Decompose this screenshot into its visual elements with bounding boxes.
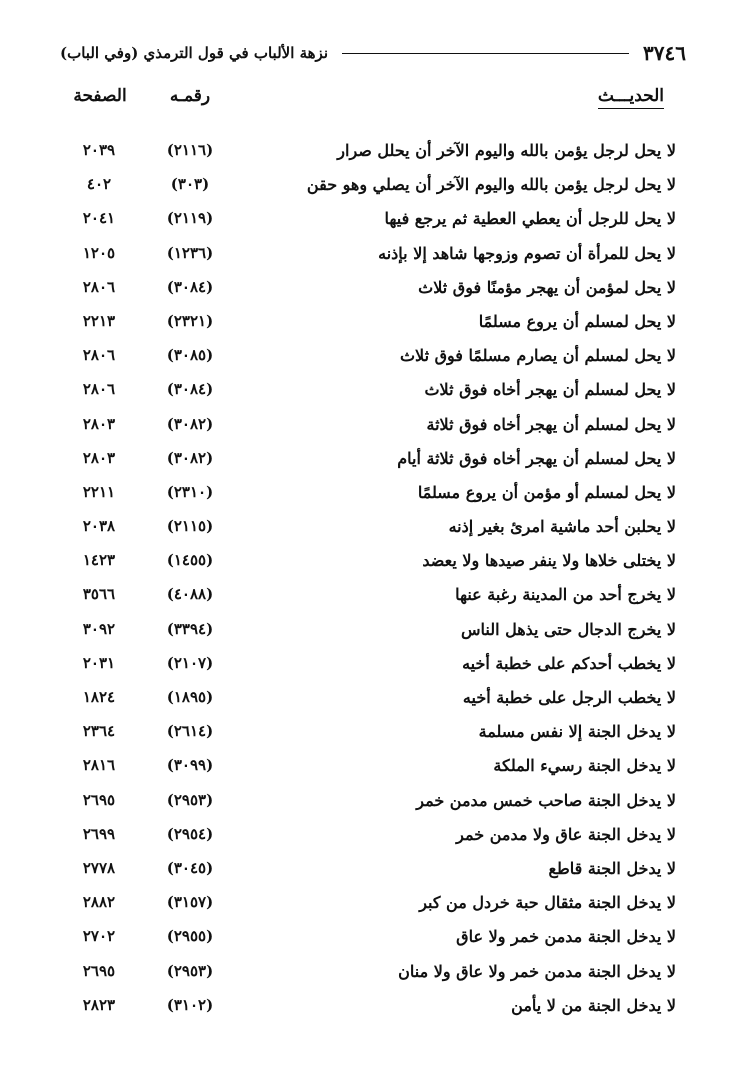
page-reference: ١٤٢٣ — [82, 551, 116, 570]
hadith-text: لا يدخل الجنة رسيء الملكة — [493, 756, 676, 776]
hadith-number: (٣٠٨٢) — [166, 414, 214, 433]
hadith-text: لا يدخل الجنة عاق ولا مدمن خمر — [456, 824, 676, 844]
page-reference: ٢٠٣٩ — [82, 141, 116, 159]
page-reference: ٢٧٠٢ — [82, 927, 116, 946]
hadith-number: (٣١٠٢) — [166, 995, 214, 1014]
hadith-number: (٢٩٥٣) — [166, 961, 214, 980]
index-entry — [0, 650, 756, 684]
hadith-number: (٣١٥٧) — [166, 893, 214, 912]
hadith-text: لا يختلى خلاها ولا ينفر صيدها ولا يعضد — [422, 551, 676, 571]
page-reference: ٢٨٠٦ — [82, 346, 116, 365]
page-reference: ٢٦٩٥ — [82, 790, 116, 809]
page-reference: ١٨٢٤ — [82, 688, 116, 706]
page-reference: ٢٨٨٢ — [82, 893, 116, 912]
index-entry — [0, 513, 756, 547]
page-reference: ١٢٠٥ — [82, 243, 116, 262]
hadith-number: (٢٦١٤) — [166, 722, 214, 741]
page-reference: ٢٦٩٩ — [82, 824, 116, 843]
hadith-text: لا يحل لمسلم أن يهجر أخاه فوق ثلاث — [424, 380, 676, 400]
page-reference: ٢٢١١ — [82, 482, 116, 501]
hadith-number: (٢١١٦) — [166, 141, 214, 159]
page-number: ٣٧٤٦ — [643, 41, 686, 65]
hadith-text: لا يدخل الجنة صاحب خمس مدمن خمر — [416, 790, 676, 810]
hadith-text: لا يحل للرجل أن يعطي العطية ثم يرجع فيها — [384, 209, 676, 229]
index-entry — [0, 752, 756, 786]
page-reference: ٢٨٠٦ — [82, 380, 116, 399]
hadith-number: (١٤٥٥) — [166, 551, 214, 570]
index-entry — [0, 274, 756, 308]
hadith-number: (٣٠٨٢) — [166, 448, 214, 467]
index-entry — [0, 718, 756, 752]
hadith-text: لا يحل لرجل يؤمن بالله واليوم الآخر أن يصلي وهو حقن — [306, 175, 676, 195]
hadith-text: لا يحل لمسلم أن يصارم مسلمًا فوق ثلاث — [399, 346, 676, 366]
index-entry — [0, 821, 756, 855]
index-entry — [0, 581, 756, 615]
page-reference: ٢٧٧٨ — [82, 858, 116, 877]
index-entry — [0, 479, 756, 513]
column-heading-number: رقمـه — [169, 86, 211, 106]
page-reference: ٢٨٠٦ — [82, 277, 116, 296]
hadith-text: لا يحلبن أحد ماشية امرئ بغير إذنه — [448, 517, 676, 537]
hadith-text: لا يدخل الجنة مثقال حبة خردل من كبر — [419, 893, 676, 913]
column-heading-hadith: الحديـــث — [598, 86, 664, 109]
index-entry — [0, 240, 756, 274]
hadith-text: لا يخطب أحدكم على خطبة أخيه — [462, 653, 676, 673]
page-reference: ٢٨٠٣ — [82, 448, 116, 467]
hadith-number: (٣٠٣) — [170, 175, 210, 194]
hadith-number: (٢١١٩) — [166, 209, 214, 228]
page-reference: ٢٦٩٥ — [82, 961, 116, 980]
index-entry — [0, 684, 756, 718]
page-reference: ٣٠٩٢ — [82, 619, 116, 638]
index-entry — [0, 923, 756, 957]
hadith-text: لا يحل لمسلم أن يروع مسلمًا — [478, 311, 676, 331]
page-reference: ٢٠٤١ — [82, 209, 116, 228]
index-entry — [0, 787, 756, 821]
hadith-number: (٣٠٨٤) — [166, 277, 214, 296]
index-entry — [0, 855, 756, 889]
hadith-number: (٢١١٥) — [166, 517, 214, 536]
index-entry — [0, 992, 756, 1026]
hadith-text: لا يدخل الجنة مدمن خمر ولا عاق — [456, 927, 676, 947]
page-reference: ٢٨٢٣ — [82, 995, 116, 1014]
index-entries — [0, 137, 756, 1026]
hadith-text: لا يحل لمسلم أن يهجر أخاه فوق ثلاثة — [426, 414, 676, 434]
index-entry — [0, 308, 756, 342]
page-reference: ٢٣٦٤ — [82, 722, 116, 741]
hadith-number: (٢٣٢١) — [166, 311, 214, 330]
page-reference: ٢٢١٣ — [82, 311, 116, 330]
running-header — [60, 40, 686, 66]
index-entry — [0, 616, 756, 650]
hadith-text: لا يدخل الجنة قاطع — [548, 858, 676, 878]
hadith-text: لا يحل لمسلم أن يهجر أخاه فوق ثلاثة أيام — [397, 448, 676, 468]
hadith-number: (٣٣٩٤) — [166, 619, 214, 638]
hadith-text: لا يدخل الجنة من لا يأمن — [511, 995, 676, 1015]
hadith-number: (٢٣١٠) — [166, 482, 214, 501]
index-entry — [0, 137, 756, 171]
hadith-text: لا يخرج أحد من المدينة رغبة عنها — [455, 585, 676, 605]
hadith-number: (٢٩٥٥) — [166, 927, 214, 946]
hadith-text: لا يحل لمسلم أو مؤمن أن يروع مسلمًا — [417, 482, 676, 502]
hadith-number: (٣٠٨٤) — [166, 380, 214, 399]
index-entry — [0, 342, 756, 376]
hadith-number: (١٨٩٥) — [166, 688, 214, 706]
index-entry — [0, 376, 756, 410]
hadith-number: (٣٠٩٩) — [166, 756, 214, 775]
hadith-number: (٢٩٥٣) — [166, 790, 214, 809]
hadith-text: لا يدخل الجنة مدمن خمر ولا عاق ولا منان — [398, 961, 676, 981]
page-reference: ٣٥٦٦ — [82, 585, 116, 604]
hadith-number: (٣٠٨٥) — [166, 346, 214, 365]
hadith-number: (١٢٣٦) — [166, 243, 214, 262]
hadith-number: (٣٠٤٥) — [166, 858, 214, 877]
page-reference: ٤٠٢ — [86, 175, 112, 194]
index-entry — [0, 445, 756, 479]
index-entry — [0, 958, 756, 992]
hadith-text: لا يخطب الرجل على خطبة أخيه — [462, 688, 676, 707]
page-reference: ٢٠٣٨ — [82, 517, 116, 536]
hadith-number: (٤٠٨٨) — [166, 585, 214, 604]
index-entry — [0, 171, 756, 205]
running-title: نزهة الألباب في قول الترمذي (وفي الباب) — [60, 44, 328, 62]
index-entry — [0, 547, 756, 581]
column-heading-page: الصفحة — [73, 86, 127, 106]
hadith-text: لا يدخل الجنة إلا نفس مسلمة — [478, 722, 676, 742]
hadith-text: لا يحل لمؤمن أن يهجر مؤمنًا فوق ثلاث — [418, 277, 676, 297]
header-rule — [342, 53, 629, 54]
hadith-number: (٢١٠٧) — [166, 653, 214, 672]
hadith-text: لا يحل للمرأة أن تصوم وزوجها شاهد إلا بإذنه — [378, 243, 676, 263]
hadith-text: لا يحل لرجل يؤمن بالله واليوم الآخر أن يحلل صرار — [337, 141, 676, 160]
hadith-text: لا يخرج الدجال حتى يذهل الناس — [460, 619, 676, 639]
page-reference: ٢٠٣١ — [82, 653, 116, 672]
page-reference: ٢٨٠٣ — [82, 414, 116, 433]
index-entry — [0, 205, 756, 239]
hadith-number: (٢٩٥٤) — [166, 824, 214, 843]
index-entry — [0, 411, 756, 445]
page-reference: ٢٨١٦ — [82, 756, 116, 775]
index-entry — [0, 889, 756, 923]
